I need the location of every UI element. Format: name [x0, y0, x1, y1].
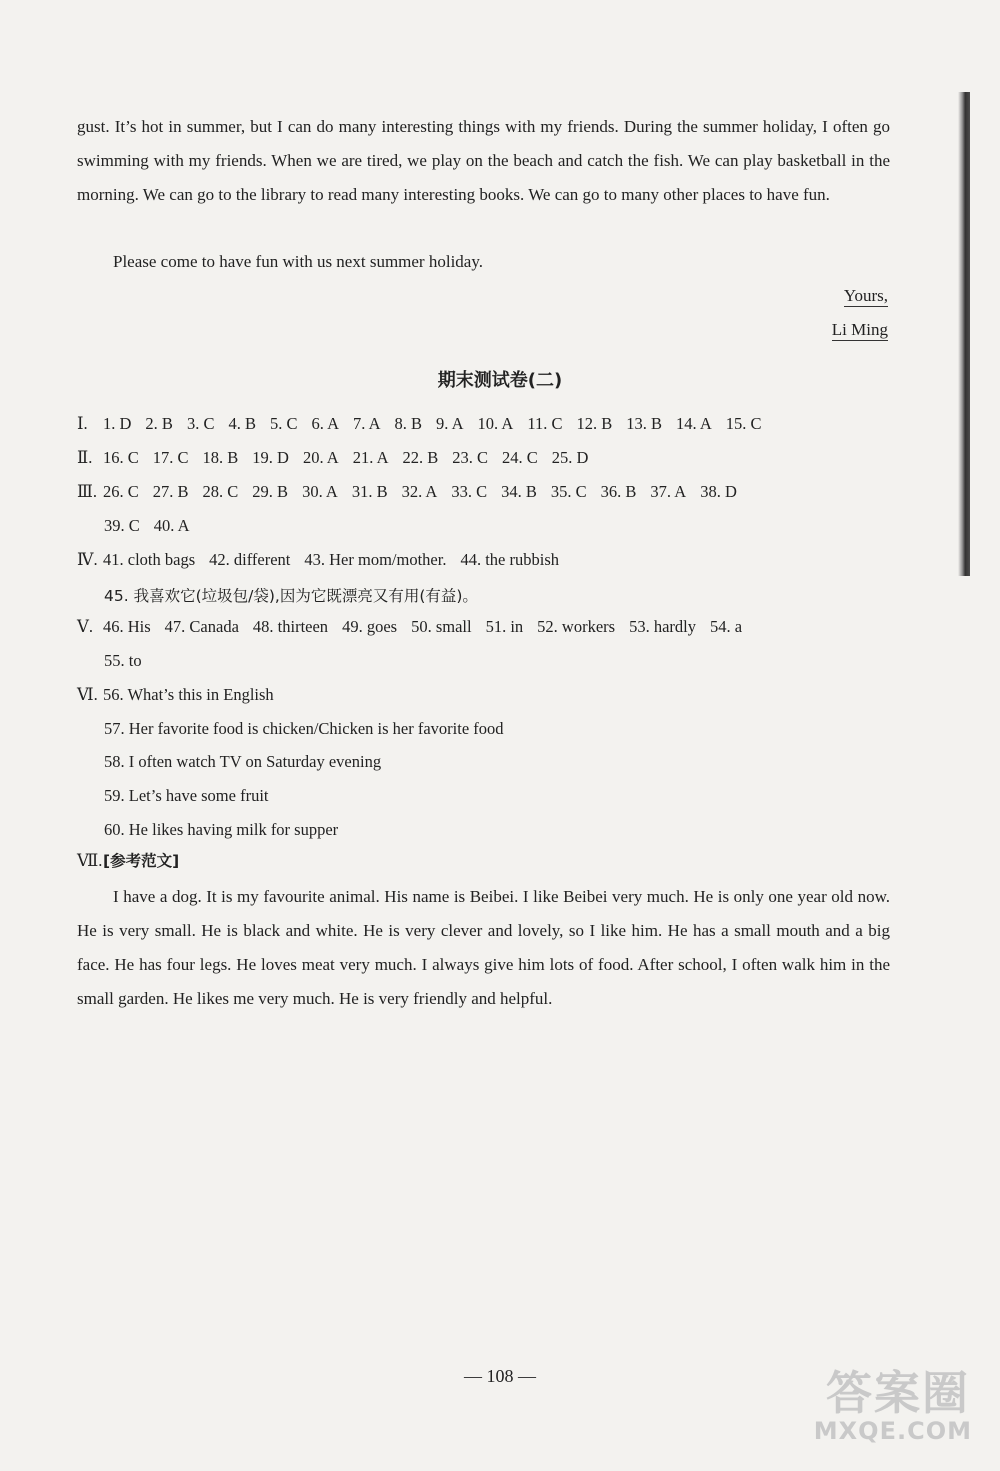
answer-item: 7. A	[353, 414, 381, 433]
answer-item: 13. B	[626, 414, 662, 433]
section-ii-answers	[77, 448, 602, 468]
page-number: — 108 —	[464, 1366, 536, 1386]
answer-item: 36. B	[600, 482, 637, 501]
answer-item: 25. D	[551, 448, 589, 467]
answer-item: 16. C	[103, 448, 139, 467]
section-iii-answers	[77, 482, 751, 502]
letter-signoff: Yours,	[843, 286, 888, 305]
answer-item: 22. B	[402, 448, 439, 467]
answer-item: 23. C	[452, 448, 489, 467]
answer-item: 52. workers	[537, 617, 616, 636]
section-numeral: Ⅶ.	[77, 851, 103, 870]
section-vi-line-58: 58. I often watch TV on Saturday evening	[104, 752, 382, 771]
section-numeral: Ⅵ.	[77, 685, 98, 704]
section-numeral: Ⅳ.	[77, 550, 98, 569]
letter-closing: Please come to have fun with us next summer holiday.	[113, 252, 483, 271]
section-v-answers-cont	[104, 651, 142, 671]
section-numeral: Ⅰ.	[77, 414, 88, 433]
section-numeral: Ⅱ.	[77, 448, 93, 467]
answer-item: 37. A	[650, 482, 687, 501]
answer-item: 26. C	[103, 482, 139, 501]
section-numeral: Ⅴ.	[77, 617, 94, 636]
answer-item: 4. B	[228, 414, 256, 433]
section-i-answers	[77, 414, 776, 434]
section-vi-line-59: 59. Let’s have some fruit	[104, 786, 269, 805]
section-iv-answers	[77, 550, 573, 570]
answer-item: 34. B	[501, 482, 537, 501]
answer-item: 17. C	[152, 448, 189, 467]
answer-item: 42. different	[209, 550, 291, 569]
answer-item: 45. 我喜欢它(垃圾包/袋),因为它既漂亮又有用(有益)。	[104, 587, 478, 605]
section-numeral: Ⅲ.	[77, 482, 98, 501]
answer-item: 20. A	[302, 448, 339, 467]
answer-item: 10. A	[477, 414, 514, 433]
answer-item: 50. small	[411, 617, 472, 636]
answer-item: 31. B	[351, 482, 388, 501]
answer-item: 46. His	[103, 617, 151, 636]
answer-item: 3. C	[186, 414, 215, 433]
answer-item: 28. C	[202, 482, 239, 501]
answer-item: 29. B	[252, 482, 289, 501]
answer-item: 19. D	[252, 448, 289, 467]
answer-item: 32. A	[401, 482, 438, 501]
section-iv-item-45	[104, 584, 478, 606]
answer-item: 47. Canada	[164, 617, 239, 636]
letter-signature: Li Ming	[831, 320, 888, 339]
answer-item: 24. C	[502, 448, 538, 467]
answer-item: 2. B	[145, 414, 173, 433]
answer-item: 30. A	[302, 482, 338, 501]
answer-item: 40. A	[153, 516, 190, 535]
answer-item: 56. What’s this in English	[103, 685, 274, 704]
watermark-site: MXQE.COM	[813, 1417, 972, 1445]
answer-item: 6. A	[311, 414, 339, 433]
answer-item: 39. C	[104, 516, 140, 535]
answer-item: 54. a	[709, 617, 743, 636]
page-binding-shadow	[958, 92, 970, 576]
section-v-answers	[77, 617, 756, 637]
answer-item: 15. C	[725, 414, 762, 433]
watermark-logo	[760, 1357, 990, 1453]
answer-item: 35. C	[550, 482, 587, 501]
section-vi-line-60: 60. He likes having milk for supper	[104, 820, 339, 839]
answer-item: 14. A	[676, 414, 712, 433]
exam-title: 期末测试卷(二)	[437, 370, 563, 391]
answer-item: 49. goes	[342, 617, 398, 636]
answer-item: 41. cloth bags	[103, 550, 196, 569]
watermark-logo-text: 答案圈	[826, 1366, 970, 1420]
answer-item: 12. B	[576, 414, 613, 433]
answer-item: 11. C	[527, 414, 563, 433]
answer-item: 18. B	[202, 448, 239, 467]
section-iii-answers-cont	[104, 516, 190, 536]
answer-item: 33. C	[451, 482, 488, 501]
section-vii-heading	[77, 849, 179, 871]
section-vi-line-56	[77, 685, 274, 705]
answer-item: 51. in	[485, 617, 524, 636]
answer-item: 48. thirteen	[252, 617, 329, 636]
answer-item: 8. B	[394, 414, 423, 433]
answer-item: 1. D	[103, 414, 132, 433]
answer-item: 53. hardly	[629, 617, 696, 636]
answer-item: 21. A	[352, 448, 389, 467]
letter-paragraph: gust. It’s hot in summer, but I can do many interesting things with my friends. During the summer holiday, I often go swimming with my friends. When we are tired, we play on the beach and catch the fish. We can play basketball in the morning. We can go to the library to read many interesting books. We can go to many other places to have fun.	[77, 117, 890, 204]
answer-item: 9. A	[436, 414, 464, 433]
essay-label: [参考范文]	[103, 852, 180, 870]
answer-item: 43. Her mom/mother.	[304, 550, 447, 569]
essay-paragraph: I have a dog. It is my favourite animal. His name is Beibei. I like Beibei very much. He is only one year old now. He is very small. He is black and white. He is very clever and lovely, so I like him. He has a small mouth and a big face. He has four legs. He loves meat very much. I always give him lots of food. After school, I often walk him in the small garden. He likes me very much. He is very friendly and helpful.	[77, 887, 890, 1008]
section-vi-line-57: 57. Her favorite food is chicken/Chicken is her favorite food	[104, 719, 504, 738]
answer-item: 55. to	[104, 651, 142, 670]
answer-item: 38. D	[700, 482, 737, 501]
answer-item: 44. the rubbish	[460, 550, 560, 569]
answer-item: 27. B	[152, 482, 189, 501]
answer-item: 5. C	[269, 414, 298, 433]
